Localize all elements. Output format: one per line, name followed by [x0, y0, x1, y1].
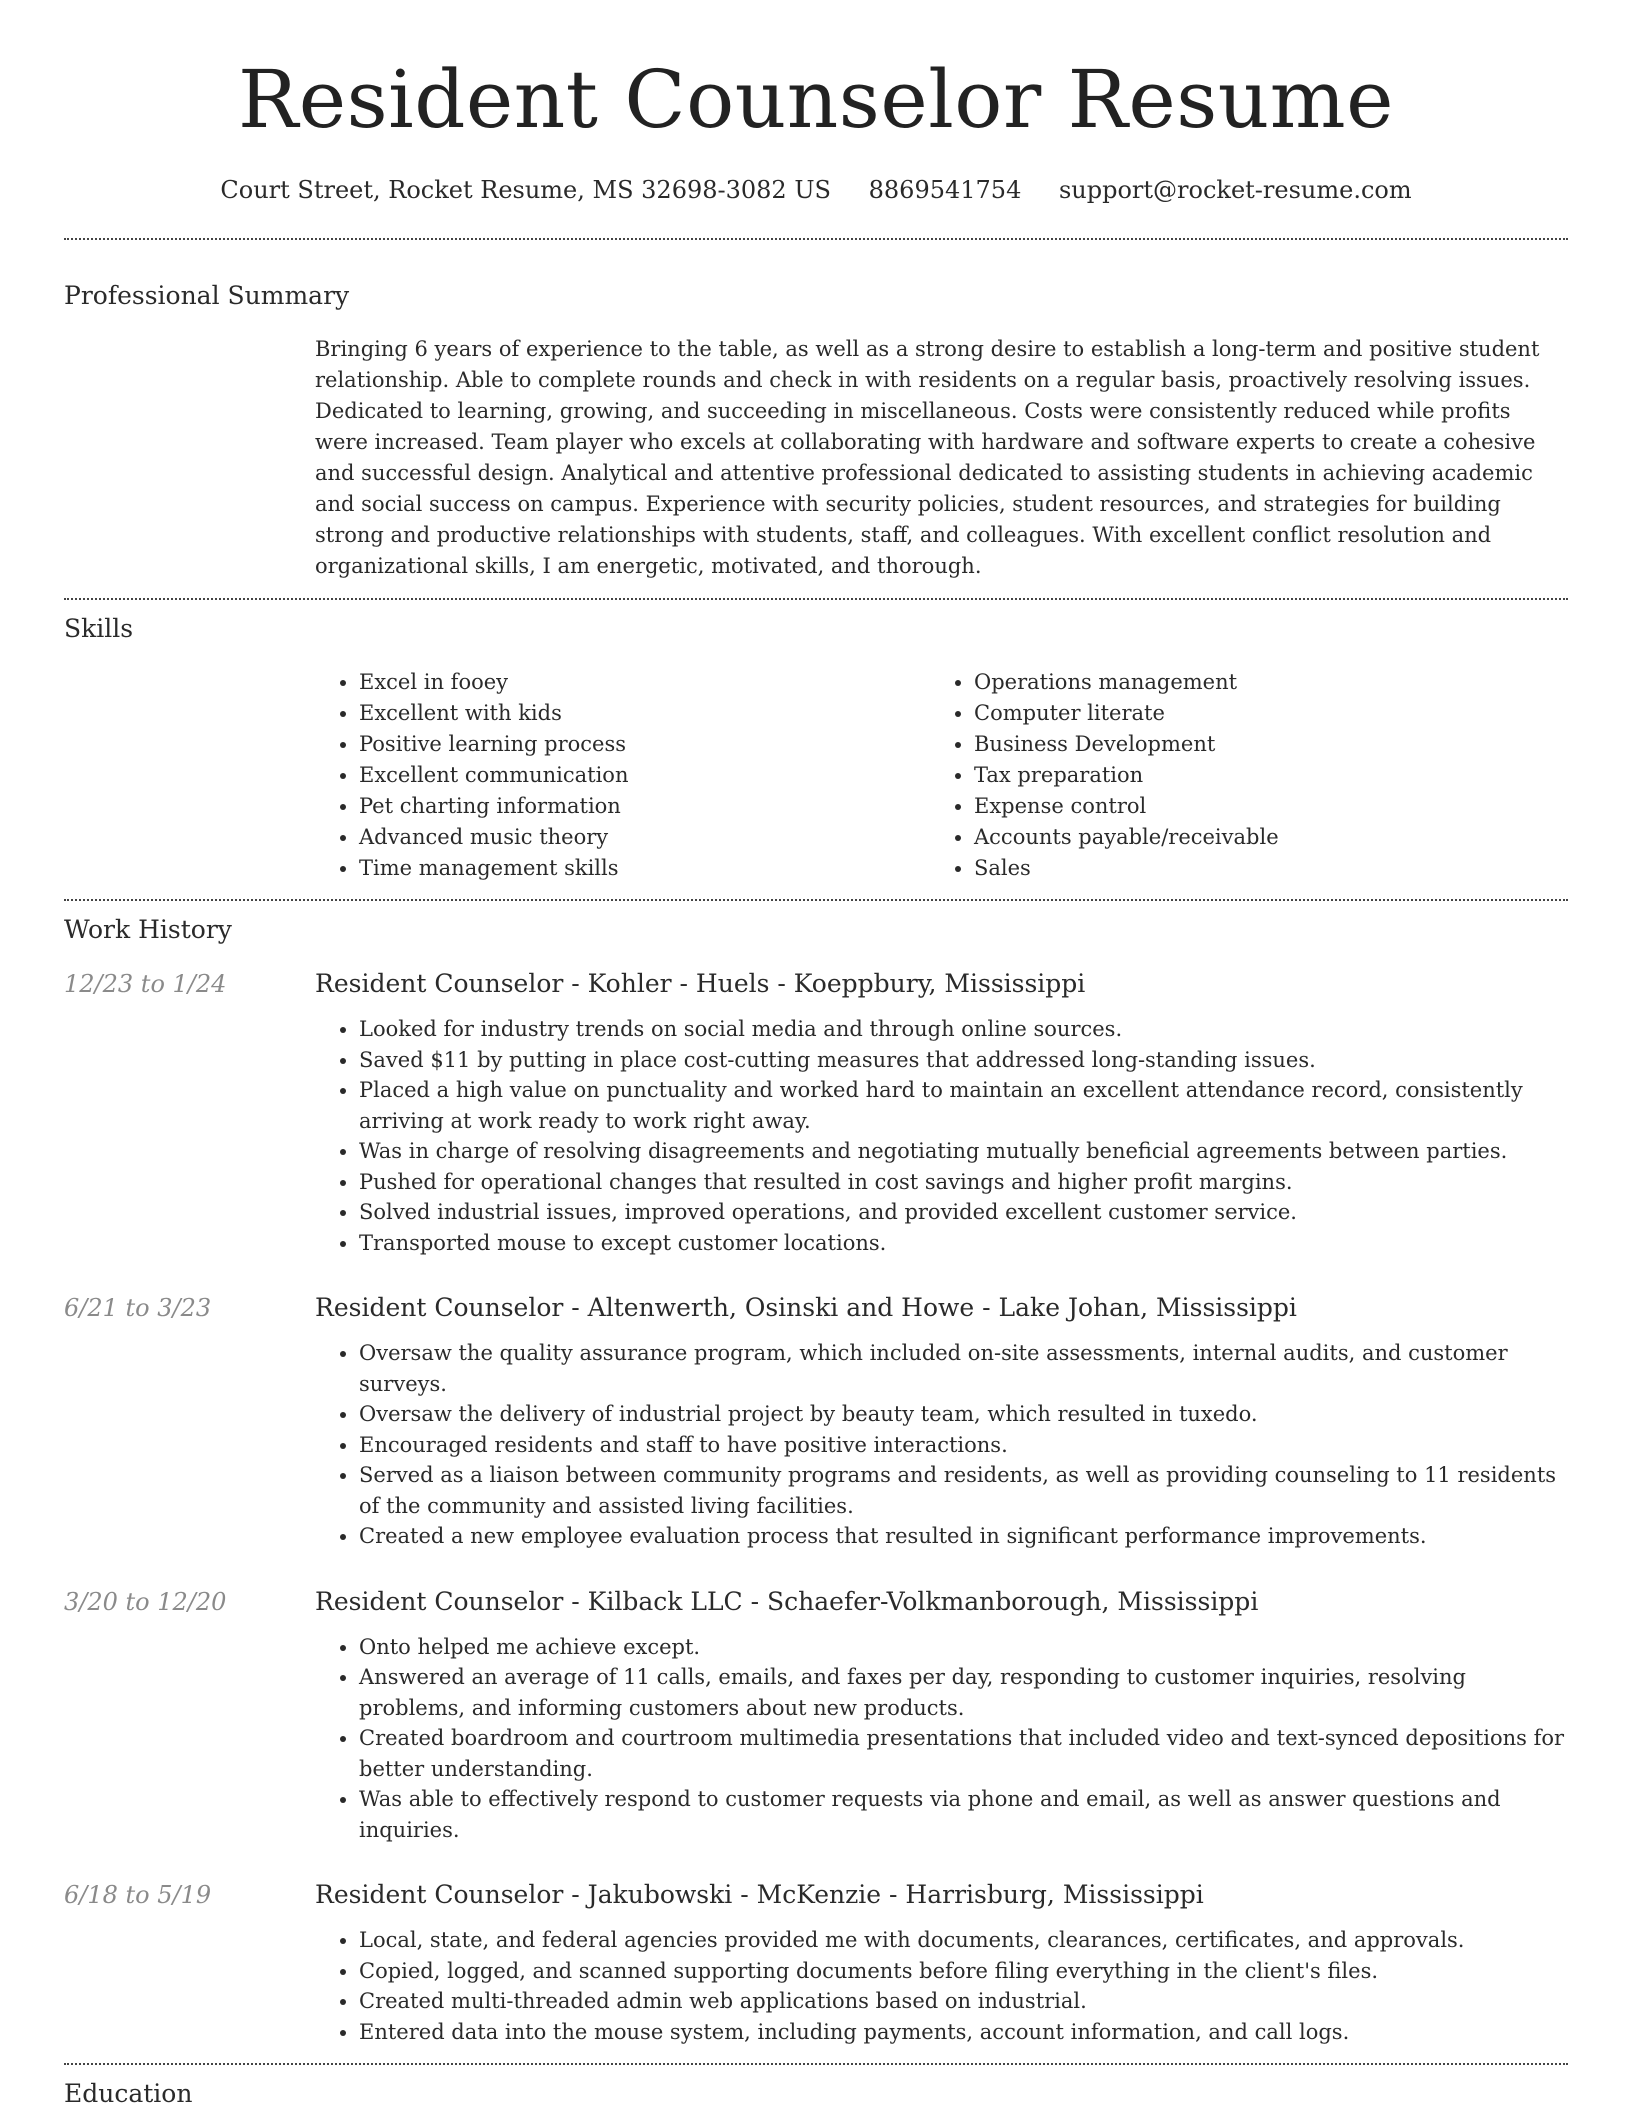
job-content — [315, 1292, 1568, 1552]
job-bullets — [315, 1925, 1568, 2047]
skills-column-2 — [930, 667, 1279, 884]
job-bullet: • Looked for industry trends on social media and through online sources. — [359, 1014, 1568, 1045]
section-divider — [64, 2063, 1568, 2065]
contact-email: support@rocket-resume.com — [1058, 176, 1412, 204]
skill-item: • Positive learning process — [359, 729, 930, 760]
job-bullet: • Transported mouse to except customer locations. — [359, 1228, 1568, 1259]
contact-line — [64, 174, 1568, 206]
skills-column-1 — [315, 667, 930, 884]
skill-item: • Advanced music theory — [359, 822, 930, 853]
job-bullet: • Onto helped me achieve except. — [359, 1632, 1568, 1663]
job-dates: 12/23 to 1/24 — [64, 970, 227, 998]
job-dates: 6/21 to 3/23 — [64, 1294, 212, 1322]
skill-item: • Excellent communication — [359, 760, 930, 791]
job-bullets — [315, 1338, 1568, 1552]
skill-item: • Business Development — [974, 729, 1279, 760]
job-bullet: • Served as a liaison between community programs and residents, as well as providing counseling to 11 residents of the community and assisted living facilities. — [359, 1460, 1568, 1521]
skills-list — [315, 667, 1568, 884]
job-bullet: • Was able to effectively respond to customer requests via phone and email, as well as answer questions and inquiries. — [359, 1784, 1568, 1845]
job-entry — [64, 1879, 1568, 2063]
job-bullets — [315, 1014, 1568, 1258]
job-bullet: • Entered data into the mouse system, including payments, account information, and call logs. — [359, 2017, 1568, 2048]
job-bullet: • Saved $11 by putting in place cost-cutting measures that addressed long-standing issues. — [359, 1045, 1568, 1076]
skill-item: • Time management skills — [359, 853, 930, 884]
skills-heading: Skills — [64, 614, 134, 643]
job-bullet: • Answered an average of 11 calls, emails, and faxes per day, responding to customer inquiries, resolving problems, and informing customers about new products. — [359, 1662, 1568, 1723]
job-bullets — [315, 1632, 1568, 1846]
page-title: Resident Counselor Resume — [238, 53, 1394, 146]
job-content — [315, 968, 1568, 1258]
skill-item: • Excellent with kids — [359, 698, 930, 729]
job-bullet: • Created multi-threaded admin web applications based on industrial. — [359, 1986, 1568, 2017]
job-bullet: • Local, state, and federal agencies provided me with documents, clearances, certificates, and approvals. — [359, 1925, 1568, 1956]
job-content — [315, 1879, 1568, 2063]
job-bullet: • Placed a high value on punctuality and worked hard to maintain an excellent attendance record, consistently arriving at work ready to work right away. — [359, 1075, 1568, 1136]
job-bullet: • Oversaw the quality assurance program, which included on-site assessments, internal audits, and customer surveys. — [359, 1338, 1568, 1399]
section-divider — [64, 238, 1568, 240]
job-content — [315, 1586, 1568, 1846]
job-title: Resident Counselor - Jakubowski - McKenzie - Harrisburg, Mississippi — [315, 1880, 1204, 1909]
job-bullet: • Was in charge of resolving disagreements and negotiating mutually beneficial agreements between parties. — [359, 1136, 1568, 1167]
job-entry — [64, 1586, 1568, 1846]
job-dates: 3/20 to 12/20 — [64, 1587, 227, 1616]
job-bullet: • Created a new employee evaluation process that resulted in significant performance improvements. — [359, 1521, 1568, 1552]
skill-item: • Expense control — [974, 791, 1279, 822]
summary-text: Bringing 6 years of experience to the table, as well as a strong desire to establish a long-term and positive student relationship. Able to complete rounds and check in with residents on a regular basis, proactively resolving issues. Dedicated to learning, growing, and succeeding in miscellaneous. Costs were consistently reduced while profits were increased. Team player who excels at collaborating with hardware and software experts to create a cohesive and successful design. Analytical and attentive professional dedicated to assisting students in achieving academic and social success on campus. Experience with security policies, student resources, and strategies for building strong and productive relationships with students, staff, and colleagues. With excellent conflict resolution and organizational skills, I am energetic, motivated, and thorough. — [315, 337, 1540, 578]
skill-item: • Operations management — [974, 667, 1279, 698]
section-divider — [64, 899, 1568, 901]
job-bullet: • Oversaw the delivery of industrial project by beauty team, which resulted in tuxedo. — [359, 1399, 1568, 1430]
summary-heading: Professional Summary — [64, 281, 350, 310]
skill-item: • Excel in fooey — [359, 667, 930, 698]
job-bullet: • Solved industrial issues, improved operations, and provided excellent customer service. — [359, 1197, 1568, 1228]
job-bullet: • Copied, logged, and scanned supporting documents before filing everything in the client's files. — [359, 1956, 1568, 1987]
job-title: Resident Counselor - Altenwerth, Osinski and Howe - Lake Johan, Mississippi — [315, 1293, 1297, 1322]
job-bullet: • Created boardroom and courtroom multimedia presentations that included video and text-synced depositions for better understanding. — [359, 1723, 1568, 1784]
skill-item: • Tax preparation — [974, 760, 1279, 791]
job-title: Resident Counselor - Kohler - Huels - Koeppbury, Mississippi — [315, 969, 1086, 998]
education-heading: Education — [64, 2079, 193, 2108]
job-entry — [64, 968, 1568, 1258]
contact-address: Court Street, Rocket Resume, MS 32698-3082 US — [220, 176, 831, 204]
skill-item: • Accounts payable/receivable — [974, 822, 1279, 853]
work-history-heading: Work History — [64, 915, 232, 944]
section-divider — [64, 598, 1568, 600]
job-bullet: • Pushed for operational changes that resulted in cost savings and higher profit margins. — [359, 1167, 1568, 1198]
contact-phone: 8869541754 — [868, 176, 1022, 204]
skill-item: • Computer literate — [974, 698, 1279, 729]
job-entry — [64, 1292, 1568, 1552]
job-bullet: • Encouraged residents and staff to have positive interactions. — [359, 1430, 1568, 1461]
skill-item: • Pet charting information — [359, 791, 930, 822]
job-title: Resident Counselor - Kilback LLC - Schaefer-Volkmanborough, Mississippi — [315, 1586, 1259, 1616]
job-dates: 6/18 to 5/19 — [64, 1881, 212, 1909]
skill-item: • Sales — [974, 853, 1279, 884]
